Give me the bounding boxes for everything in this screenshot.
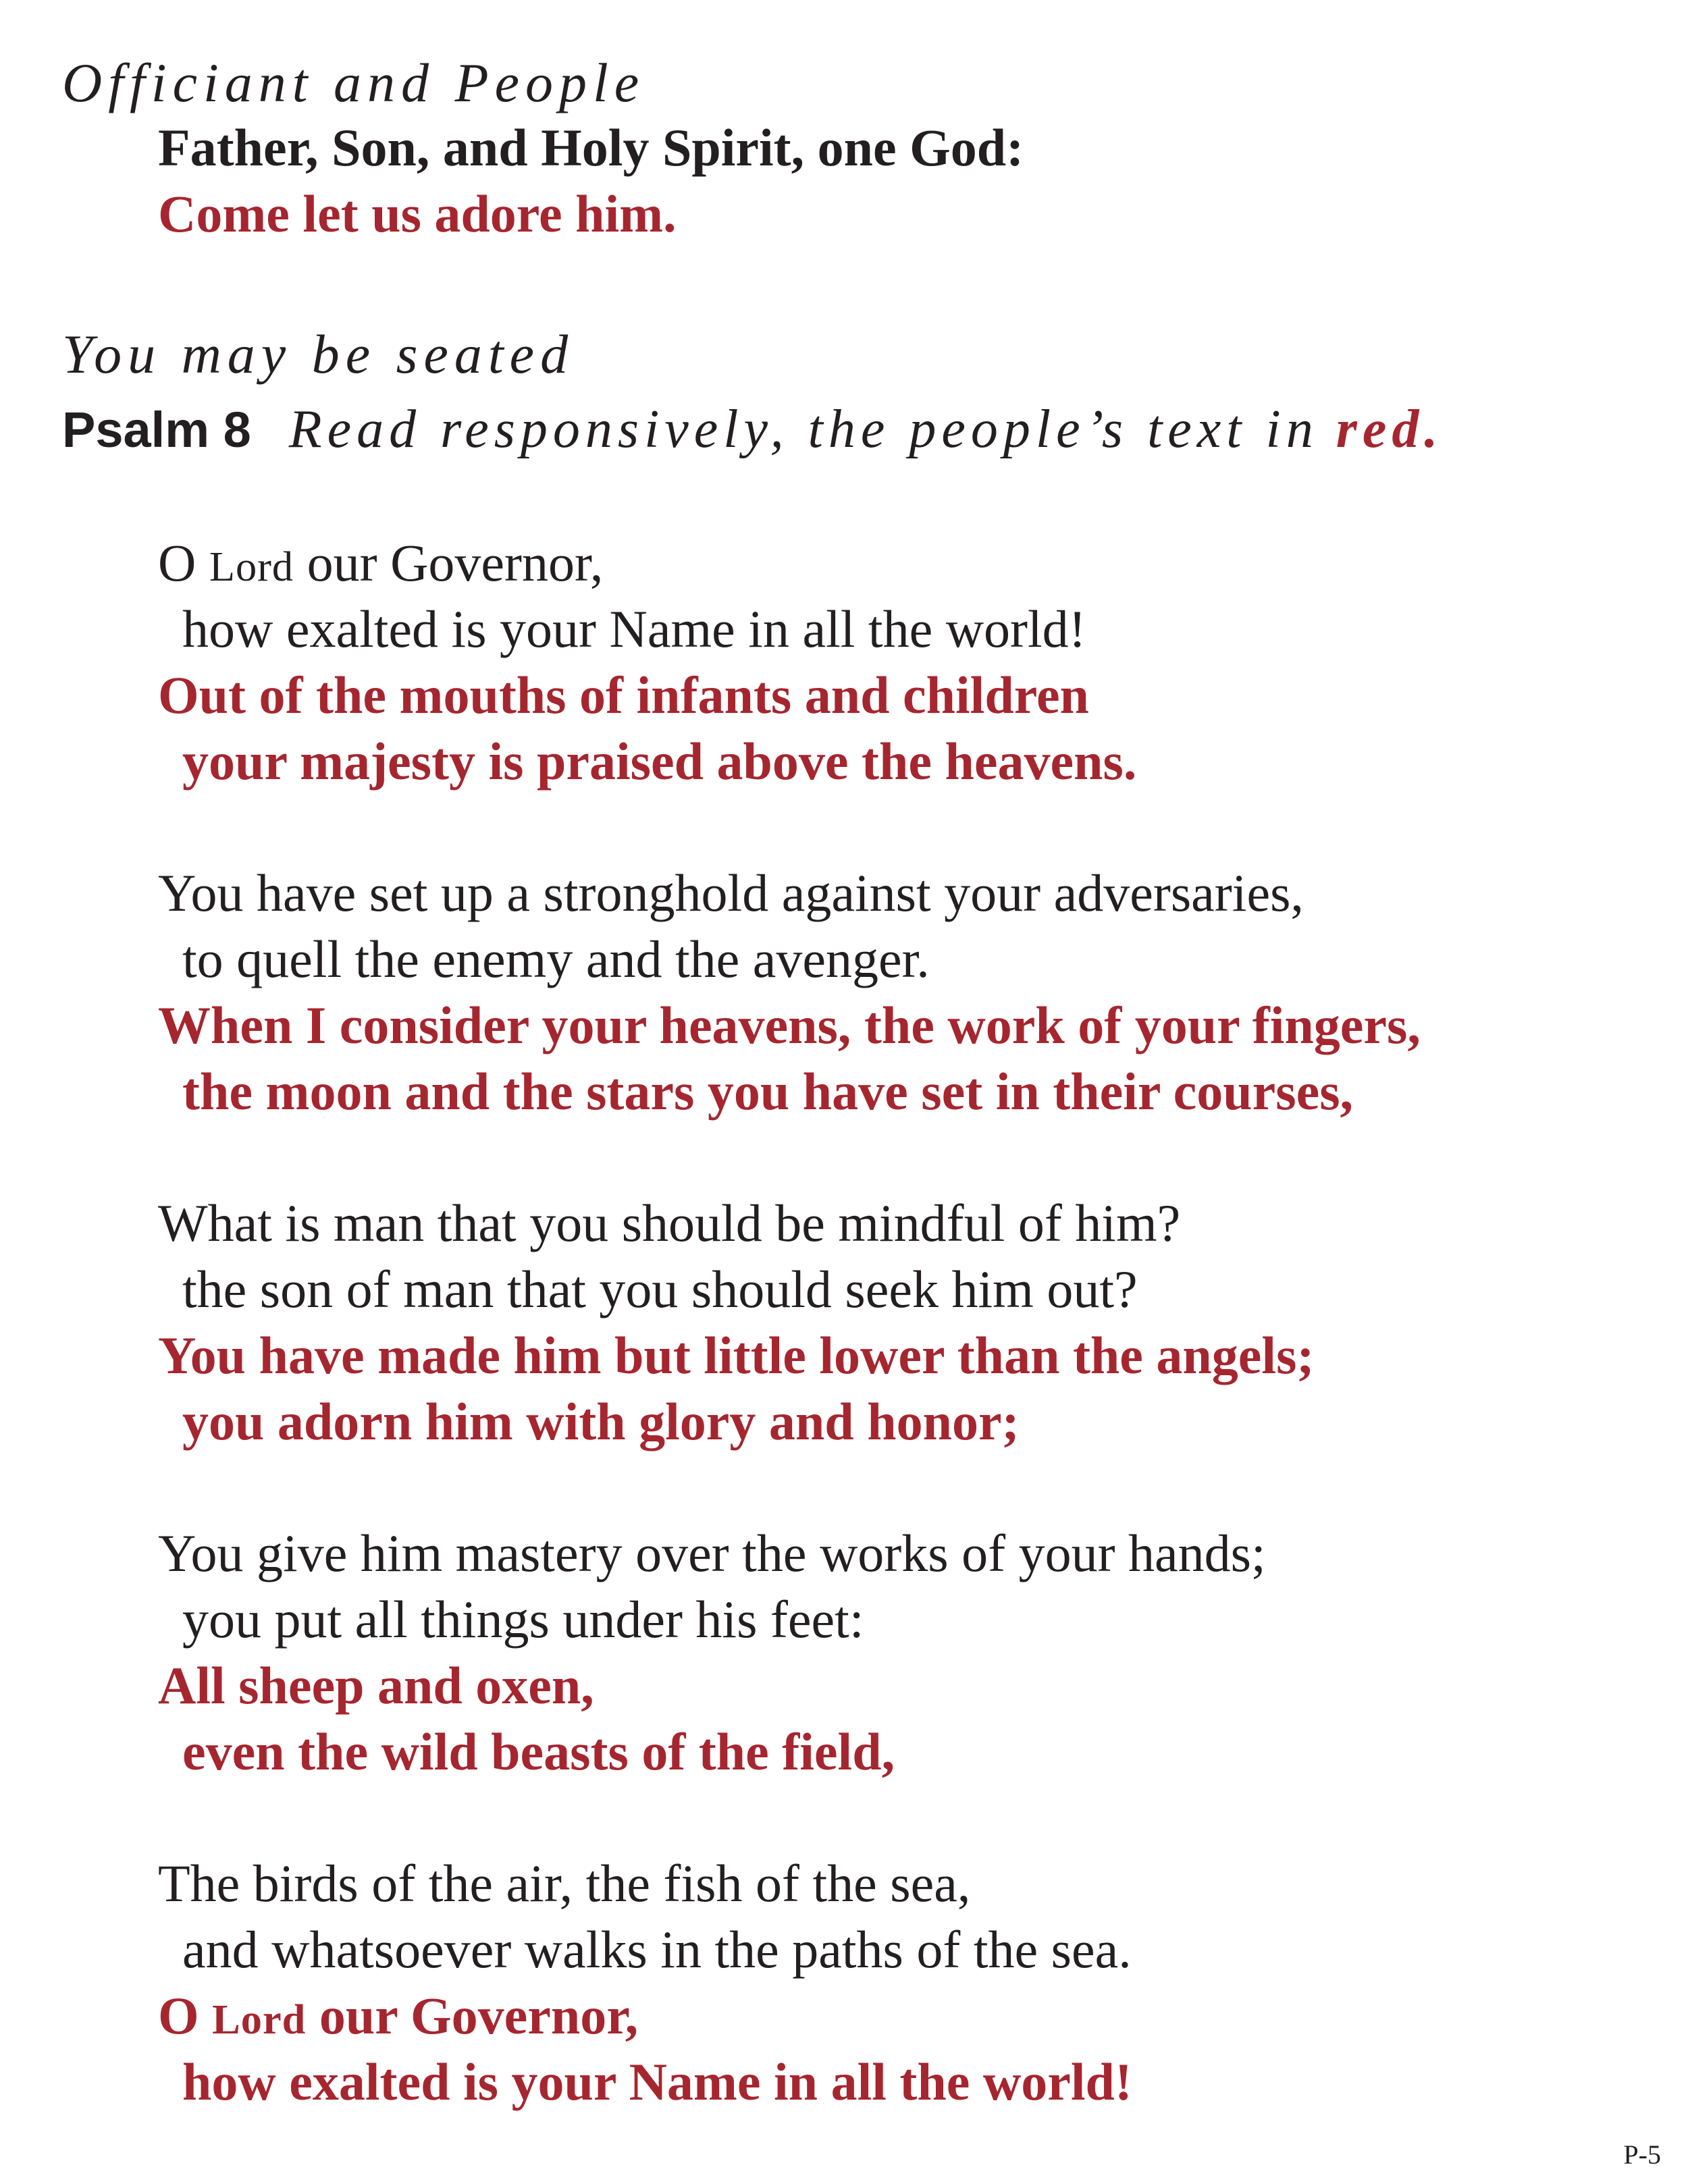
- stanza-4-officiant-line-2: you put all things under his feet:: [182, 1590, 864, 1649]
- stanza-1-officiant-line-1: O Lord our Governor,: [158, 533, 604, 592]
- psalm-instruction-red: red.: [1336, 400, 1444, 459]
- officiant-line: Father, Son, and Holy Spirit, one God:: [158, 118, 1024, 177]
- stanza-2-people-line-1: When I consider your heavens, the work of your fingers,: [158, 996, 1421, 1055]
- stanza-3-people-line-2: you adorn him with glory and honor;: [182, 1392, 1020, 1451]
- stanza-5-officiant-line-2: and whatsoever walks in the paths of the sea.: [182, 1920, 1132, 1979]
- stanza-1-officiant-line-2: how exalted is your Name in all the world!: [182, 600, 1086, 658]
- stanza-2-officiant-line-2: to quell the enemy and the avenger.: [182, 930, 930, 988]
- stanza-3-people-line-1: You have made him but little lower than the angels;: [158, 1326, 1315, 1385]
- stanza-3-officiant-line-1: What is man that you should be mindful of him?: [158, 1194, 1181, 1252]
- stanza-4-officiant-line-1: You give him mastery over the works of your hands;: [158, 1524, 1266, 1582]
- seated-rubric: You may be seated: [62, 323, 575, 385]
- stanza-2-officiant-line-1: You have set up a stronghold against your adversaries,: [158, 863, 1304, 922]
- psalm-title: Psalm 8: [62, 402, 251, 458]
- people-response-line: Come let us adore him.: [158, 184, 677, 243]
- stanza-1-people-line-1: Out of the mouths of infants and children: [158, 666, 1089, 724]
- stanza-4-people-line-2: even the wild beasts of the field,: [182, 1722, 895, 1781]
- officiant-and-people-rubric: Officiant and People: [62, 52, 645, 113]
- page-number: P-5: [1623, 2139, 1661, 2170]
- stanza-3-officiant-line-2: the son of man that you should seek him out?: [182, 1260, 1138, 1319]
- psalm-heading: [62, 400, 1444, 459]
- stanza-5-people-line-1: O Lord our Governor,: [158, 1986, 639, 2045]
- stanza-4-people-line-1: All sheep and oxen,: [158, 1656, 594, 1715]
- stanza-2-people-line-2: the moon and the stars you have set in their courses,: [182, 1062, 1354, 1121]
- stanza-5-officiant-line-1: The birds of the air, the fish of the sea,: [158, 1854, 971, 1913]
- stanza-5-people-line-2: how exalted is your Name in all the world!: [182, 2052, 1132, 2111]
- psalm-instruction: Read responsively, the people’s text in: [288, 400, 1319, 459]
- stanza-1-people-line-2: your majesty is praised above the heavens.: [182, 732, 1137, 791]
